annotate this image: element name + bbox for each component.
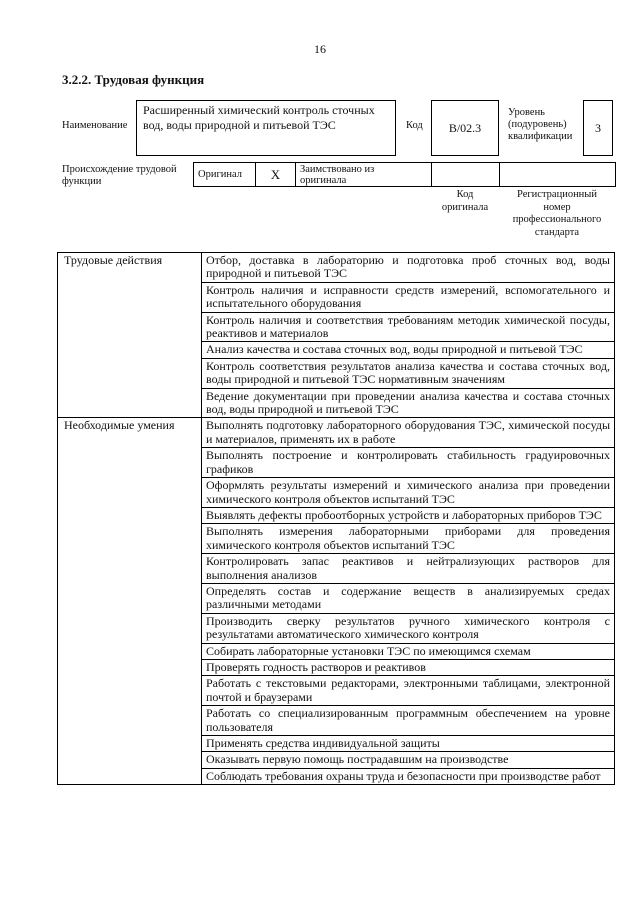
skill-item: Выявлять дефекты пробоотборных устройств и лабораторных приборов ТЭС xyxy=(202,507,615,523)
origin-label-line: функции xyxy=(62,176,102,187)
level-label-line: (подуровень) xyxy=(508,119,567,130)
labor-action-item: Анализ качества и состава сточных вод, воды природной и питьевой ТЭС xyxy=(202,342,615,358)
origin-label xyxy=(62,164,177,188)
caption-line: оригинала xyxy=(441,201,489,213)
labor-action-item: Отбор, доставка в лабораторию и подготовка проб сточных вод, воды природной и питьевой ТЭС xyxy=(202,253,615,283)
level-value-box xyxy=(583,100,613,156)
code-value: В/02.3 xyxy=(448,120,482,135)
labor-actions-label: Трудовые действия xyxy=(58,253,202,418)
page-number: 16 xyxy=(314,42,326,56)
skill-item: Выполнять построение и контролировать стабильность градуировочных графиков xyxy=(202,448,615,478)
borrowed-label xyxy=(296,163,432,187)
registration-number-caption xyxy=(499,189,615,239)
level-label-line: Уровень xyxy=(508,107,545,118)
required-skills-label: Необходимые умения xyxy=(58,418,202,785)
name-value-box xyxy=(136,100,396,156)
skill-item: Соблюдать требования охраны труда и безопасности при производстве работ xyxy=(202,768,615,784)
section-title: 3.2.2. Трудовая функция xyxy=(62,72,205,87)
code-label: Код xyxy=(406,120,423,131)
original-code-cell xyxy=(432,163,500,187)
caption-line: профессионального xyxy=(512,214,602,225)
skill-item: Выполнять измерения лабораторными приборами для проведения химического контроля объектов испытаний ТЭС xyxy=(202,524,615,554)
original-code-caption xyxy=(431,189,499,214)
original-mark: X xyxy=(256,163,296,187)
registration-number-cell xyxy=(500,163,616,187)
labor-action-item: Контроль наличия и соответствия требованиям методик химической посуды, реактивов и материалов xyxy=(202,312,615,342)
skill-item: Проверять годность растворов и реактивов xyxy=(202,659,615,675)
skill-item: Оформлять результаты измерений и химического анализа при проведении химического контроля объектов испытаний ТЭС xyxy=(202,478,615,508)
caption-line: Код xyxy=(456,189,474,200)
original-label: Оригинал xyxy=(194,163,256,187)
name-label: Наименование xyxy=(62,120,128,131)
caption-line: номер xyxy=(543,201,571,213)
labor-function-table xyxy=(57,252,615,785)
skill-item: Оказывать первую помощь пострадавшим на производстве xyxy=(202,752,615,768)
skill-item: Работать со специализированным программным обеспечением на уровне пользователя xyxy=(202,706,615,736)
labor-action-item: Контроль соответствия результатов анализа качества и состава сточных вод, воды природной и питьевой ТЭС нормативным значениям xyxy=(202,358,615,388)
skill-item: Выполнять подготовку лабораторного оборудования ТЭС, химической посуды и материалов, применять их в работе xyxy=(202,418,615,448)
level-label-line: квалификации xyxy=(508,131,573,142)
skill-item: Работать с текстовыми редакторами, электронными таблицами, электронной почтой и браузерами xyxy=(202,676,615,706)
table-row xyxy=(58,418,615,448)
name-value: Расширенный химический контроль сточных вод, воды природной и питьевой ТЭС xyxy=(143,103,375,132)
code-value-box xyxy=(431,100,499,156)
caption-line: Регистрационный xyxy=(517,189,597,200)
origin-label-line: Происхождение трудовой xyxy=(62,164,177,175)
origin-table xyxy=(193,162,616,187)
skill-item: Определять состав и содержание веществ в анализируемых средах различными методами xyxy=(202,583,615,613)
labor-action-item: Ведение документации при проведении анализа качества и состава сточных вод, воды природной и питьевой ТЭС xyxy=(202,388,615,418)
level-value: 3 xyxy=(595,120,601,135)
level-label xyxy=(508,107,572,143)
table-row xyxy=(58,253,615,283)
borrowed-label-line: оригинала xyxy=(300,174,347,186)
borrowed-label-line: Заимствовано из xyxy=(300,163,375,175)
skill-item: Производить сверку результатов ручного химического контроля с результатами автоматического химического контроля xyxy=(202,613,615,643)
skill-item: Применять средства индивидуальной защиты xyxy=(202,736,615,752)
caption-line: стандарта xyxy=(534,226,580,238)
skill-item: Собирать лабораторные установки ТЭС по имеющимся схемам xyxy=(202,643,615,659)
skill-item: Контролировать запас реактивов и нейтрализующих растворов для выполнения анализов xyxy=(202,554,615,584)
labor-action-item: Контроль наличия и исправности средств измерений, вспомогательного и испытательного оборудования xyxy=(202,282,615,312)
